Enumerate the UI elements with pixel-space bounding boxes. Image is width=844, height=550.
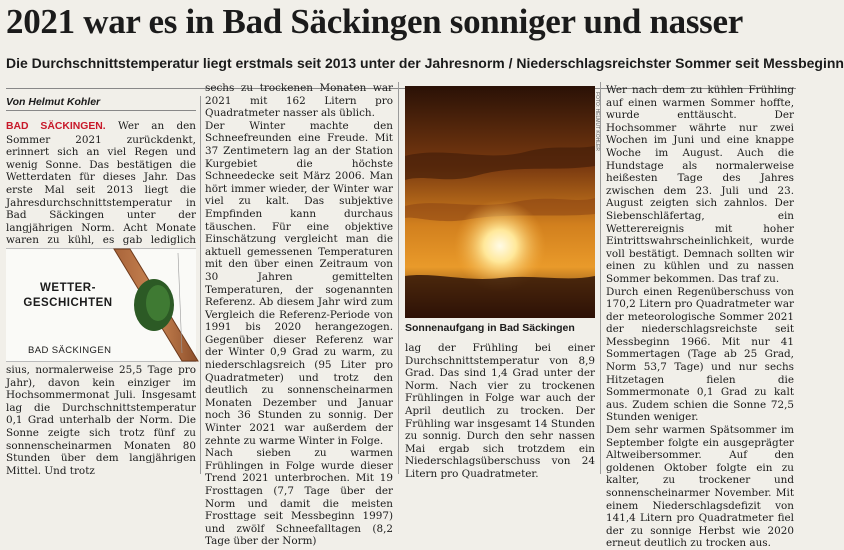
column-divider [200,96,201,474]
article-column-2: sechs zu trockenen Monaten war 2021 mit 162 Litern pro Quadratmeter nasser als üblich. Der Winter machte den Schneefreunden eine Freude. Mit 37 Zentimetern lag an der Station Kurgebiet die höchste Schneedecke seit März 2006. Man hört immer wieder, der Winter war viel zu kalt. Das subjektive Empfinden kann durchaus täuschen. Für eine objektive Einschätzung vergleicht man die aktuell gemessenen Temperaturen mit den über einen Zeitraum von 30 Jahren gemittelten Temperaturen, der sogenannten Referenz. Ab diesem Jahr wird zum Vergleich die Referenz-Periode von 1991 bis 2020 herangezogen. Gegenüber dieser Referenz war der Winter 0,9 Grad zu warm, zu niederschlagsreich (95 Liter pro Quadratmeter) und trotz den deutlich zu sonnenscheinarmen Monaten Dezember und Januar noch 36 Stunden zu sonnig. Der Winter 2021 war außerdem der zehnte zu warme Winter in Folge. Nach sieben zu warmen Frühlingen in Folge wurde dieser Trend 2021 unterbrochen. Mit 19 Frosttagen (7,7 Tage über der Norm und damit die meisten Frosttage seit Messbeginn 1997) und zwölf Schneefalltagen (8,2 Tage über der Norm) [205,82,393,548]
photo-caption: Sonnenaufgang in Bad Säckingen [405,322,575,334]
column-divider [398,82,399,474]
article-column-1-bottom: sius, normalerweise 25,5 Tage pro Jahr), davon kein einziger im Hochsommermonat Juli. Insgesamt lag die Durchschnittstemperatur 0,1 Grad unterhalb der Norm. Die Sonne zeigte sich trotz fünf zu sonnenscheinarmen Monaten 80 Stunden über dem langjährigen Mittel. Und trotz [6,364,196,477]
article-column-1-top [6,120,196,246]
article-column-3: lag der Frühling bei einer Durchschnittstemperatur von 8,9 Grad. Das sind 1,4 Grad unter der Norm. Nach vier zu trockenen Frühlingen in Folge war auch der April deutlich zu trocken. Der Frühling war insgesamt 14 Stunden zu sonnig. Durch den sehr nassen Mai ergab sich trotzdem ein Niederschlagsüberschuss von 24 Litern pro Quadratmeter. [405,342,595,480]
column-divider [600,82,601,474]
headline: 2021 war es in Bad Säckingen sonniger und nasser [6,2,743,41]
weather-stories-box [6,248,196,362]
author-byline: Von Helmut Kohler [6,96,101,108]
byline-rule [6,110,196,111]
weather-box-title: WETTER- GESCHICHTEN [23,282,113,309]
subheadline: Die Durchschnittstemperatur liegt erstmals seit 2013 unter der Jahresnorm / Niederschlagsreichster Sommer seit Messbeginn [6,55,844,71]
sunrise-photo [405,86,595,318]
dateline: BAD SÄCKINGEN. [6,121,106,132]
article-column-4: Wer nach dem zu kühlen Frühling auf einen warmen Sommer hoffte, wurde enttäuscht. Der Hochsommer währte nur zwei Wochen im Juni und eine knappe Woche im August. Auch die Hundstage als normalerweise heißesten Tage des Jahres zwischen dem 23. Juli und 23. August zeigten sich zahnlos. Der Siebenschläfertag, ein Wetterereignis mit hoher Eintrittswahrscheinlichkeit, wurde voll bestätigt. Demnach sollten wir einen zu kühlen und zu nassen Sommer bekommen. Das traf zu. Durch einen Regenüberschuss von 170,2 Litern pro Quadratmeter war der meteorologische Sommer 2021 der niederschlagsreichste seit Messbeginn 1966. Mit nur 41 Sommertagen (Tage ab 25 Grad, Norm 53,7 Tage) und nur sechs Hitzetagen fielen die Sommermonate 0,1 Grad zu kalt aus. Zudem schien die Sonne 72,5 Stunden weniger. Dem sehr warmen Spätsommer im September folgte ein ausgeprägter Altweibersommer. Auf den goldenen Oktober folgte ein zu kalter, zu trockener und sonnenscheinarmer November. Mit einem Niederschlagsdefizit von 141,4 Litern pro Quadratmeter fiel der zu sonnige Herbst wie 2020 erneut deutlich zu trocken aus. [606,84,794,550]
lead-paragraph: Wer an den Sommer 2021 zurückdenkt, erinnert sich an viel Regen und wenig Sonne. Das bestätigen die Wetterdaten für dieses Jahr. Das erste Mal seit 2013 liegt die Jahresdurchschnittstemperatur in Bad Säckingen unter der langjährigen Norm. Acht Monate waren zu kühl, es gab lediglich [6,120,197,247]
photo-credit: FOTO: HELMUT KOHLER [594,92,600,151]
weather-box-place: BAD SÄCKINGEN [28,345,112,356]
